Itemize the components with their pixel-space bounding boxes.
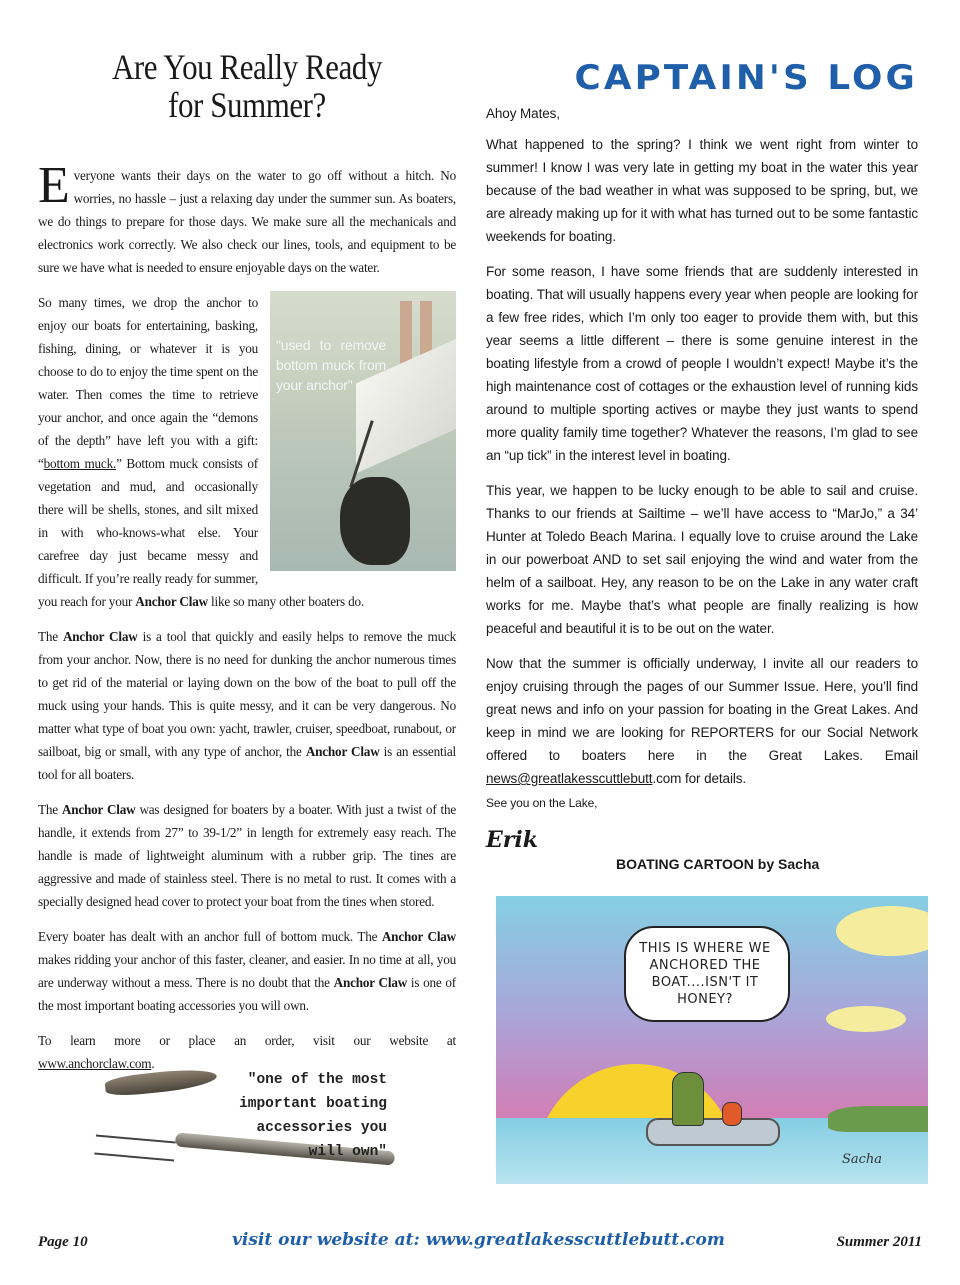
anchor-muck-photo	[270, 291, 456, 571]
anchorclaw-website-link[interactable]: www.anchorclaw.com	[38, 1056, 152, 1071]
page-number: Page 10	[38, 1234, 88, 1250]
p5-text-a: Every boater has dealt with an anchor full of bottom muck. The	[38, 929, 382, 944]
cartoonist-signature: Sacha	[842, 1152, 883, 1167]
p4-log-text-b: .com for details.	[652, 771, 747, 786]
bottom-muck-link[interactable]: bottom muck.	[43, 456, 117, 471]
log-paragraph-3: This year, we happen to be lucky enough to be able to sail and cruise. Thanks to our friends at Sailtime – we’ll have access to “MarJo,” a 34’ Hunter at Toledo Beach Marina. I equally love to cruise around the Lake in our powerboat AND to set sail enjoying the wind and water from the helm of a sailboat. Hey, any reason to be on the Lake in any water craft works for me. Maybe that’s what people are finally realizing is how peaceful and beautiful it is to be out on the water.	[486, 483, 918, 636]
title-line-2: for Summer?	[168, 85, 326, 125]
p3-text-b: is a tool that quickly and easily helps to remove the muck from your anchor. Now, there is no need for dunking the anchor numerous times to get rid of the material or laying down on the bow of the boat to pull off the muck using your hands. This is quite messy, and it can be very dangerous. No matter what type of boat you own: yacht, trawler, cruiser, speedboat, runabout, or sailboat, big or small, with any type of anchor, the	[38, 629, 457, 759]
p2-text-c: like so many other boaters do.	[207, 594, 364, 609]
anchor-claw-bold: Anchor Claw	[135, 594, 208, 609]
dinghy-shape	[646, 1118, 780, 1146]
man-figure	[672, 1072, 704, 1126]
anchor-claw-bold: Anchor Claw	[381, 929, 457, 944]
p3-text-c: is an essential tool for all boaters.	[38, 744, 457, 782]
cloud-shape	[826, 1006, 906, 1032]
page-footer	[0, 1230, 960, 1254]
captains-log-column	[486, 58, 918, 853]
issue-label: Summer 2011	[836, 1234, 922, 1250]
p2-text-a: So many times, we drop the anchor to enjoy our boats for entertaining, basking, fishing, dining, or whatever it is you choose to do to enjoy the time spent on the water. Then comes the time to retrieve your anchor, and once again the “demons of the depth” have left you with a gift: “	[38, 295, 258, 471]
article-column	[38, 40, 456, 1087]
p3-text-a: The	[38, 629, 63, 644]
article-paragraph-3	[38, 625, 456, 786]
muck-shape	[340, 477, 410, 565]
captains-log-heading: CAPTAIN'S LOG	[574, 58, 918, 98]
drop-cap: E	[38, 157, 70, 214]
article-paragraph-5	[38, 925, 456, 1017]
anchor-claw-bold: Anchor Claw	[62, 629, 138, 644]
p6-text-b: .	[151, 1056, 155, 1071]
signature: Erik	[486, 827, 538, 853]
p5-text-c: is one of the most important boating accessories you will own.	[38, 975, 457, 1013]
p2-text-b: ” Bottom muck consists of vegetation and mud, and occasionally there will be shells, stones, and silt mixed in with who-knows-what else. Your carefree day just became messy and difficult. If you’re really ready for summer, you reach for your	[38, 456, 258, 609]
anchor-claw-bold: Anchor Claw	[305, 744, 380, 759]
greeting: Ahoy Mates,	[486, 106, 560, 121]
p6-text-a: To learn more or place an order, visit our website at	[38, 1033, 456, 1048]
article-paragraph-2	[38, 291, 456, 613]
shoreline-shape	[828, 1106, 928, 1132]
title-line-1: Are You Really Ready	[111, 47, 383, 87]
anchor-claw-bold: Anchor Claw	[61, 802, 136, 817]
footer-website[interactable]: visit our website at: www.greatlakesscuttlebutt.com	[232, 1230, 725, 1250]
photo-caption: "used to remove bottom muck from your anchor"	[276, 337, 386, 393]
email-link[interactable]: news@greatlakesscuttlebutt	[486, 771, 653, 786]
closing-line: See you on the Lake,	[486, 796, 598, 810]
p1-text: veryone wants their days on the water to go off without a hitch. No worries, no hassle – just a relaxing day under the summer sun. As boaters, we do things to prepare for those days. We make sure all the mechanicals and electronics work correctly. We also check our lines, tools, and equipment to be sure we have what is needed to ensure enjoyable days on the water.	[38, 168, 456, 275]
tool-tines-shape	[94, 1135, 175, 1162]
p5-text-b: makes ridding your anchor of this faster, cleaner, and easier. In no time at all, you are underway without a mess. There is no doubt that the	[38, 952, 456, 990]
anchor-claw-bold: Anchor Claw	[333, 975, 408, 990]
log-paragraph-2: For some reason, I have some friends that are suddenly interested in boating. That will usually happens every year when people are looking for a few free rides, which I’m only too eager to provide them with, but this year seems a little different – there is some genuine interest in the boating lifestyle from a crowd of people I wouldn’t expect! Maybe it’s the high maintenance cost of cottages or the exhaustion level of running kids around to multiple sporting actives or maybe they just wants to spend more quality family time together? Whatever the reasons, I’m glad to see an “up tick” in the interest level in boating.	[486, 264, 918, 463]
p4-text-a: The	[38, 802, 62, 817]
article-paragraph-1	[38, 157, 456, 279]
article-title	[67, 48, 426, 124]
boating-cartoon	[496, 896, 928, 1184]
child-figure	[722, 1102, 742, 1126]
tool-cover-shape	[104, 1066, 217, 1098]
cartoon-title: BOATING CARTOON by Sacha	[616, 856, 820, 872]
cloud-shape	[836, 906, 928, 956]
p4-text-b: was designed for boaters by a boater. With just a twist of the handle, it extends from 27” to 39-1/2” in length for extremely easy reach. The handle is made of lightweight aluminum with a rubber grip. The tines are aggressive and made of stainless steel. There is no metal to rust. It comes with a specially designed head cover to protect your boat from the tines when stored.	[38, 802, 457, 909]
promo-quote: "one of the most important boating accessories you will own"	[239, 1072, 387, 1160]
speech-bubble-text: THIS IS WHERE WE ANCHORED THE BOAT....ISN'T IT HONEY?	[639, 941, 771, 1007]
anchor-claw-promo-image	[95, 1058, 395, 1178]
log-paragraph-1: What happened to the spring? I think we went right from winter to summer! I know I was very late in getting my boat in the water this year because of the bad weather in what was supposed to be spring, but, we are already making up for it with what has turned out to be some fantastic weekends for boating.	[486, 137, 918, 244]
p4-log-text-a: Now that the summer is officially underway, I invite all our readers to enjoy cruising through the pages of our Summer Issue. Here, you’ll find great news and info on your passion for boating in the Great Lakes. And keep in mind we are looking for REPORTERS for our Social Network offered to boaters here in the Great Lakes. Email	[486, 656, 918, 763]
article-paragraph-6	[38, 1029, 456, 1052]
log-paragraph-4	[486, 652, 918, 790]
article-paragraph-4	[38, 798, 456, 913]
